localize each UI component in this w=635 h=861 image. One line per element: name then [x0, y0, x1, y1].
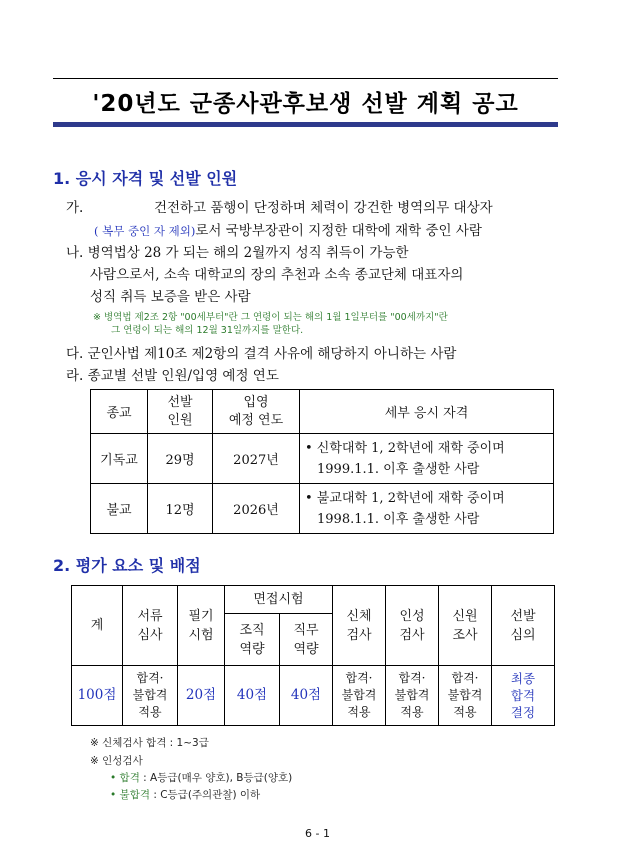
item-da: 다. 군인사법 제10조 제2항의 결격 사유에 해당하지 아니하는 사람: [66, 346, 457, 362]
t1-count: 29명: [148, 434, 213, 484]
table-row: [72, 666, 555, 726]
item-na-line2: 사람으로서, 소속 대학교의 장의 추천과 소속 종교단체 대표자의: [90, 267, 464, 283]
page-number: 6 - 1: [305, 827, 330, 840]
item-ga-exclusion: ( 복무 중인 자 제외): [94, 224, 196, 238]
t2-header-physical: 신체 검사: [333, 586, 386, 666]
t1-header-detail: 세부 응시 자격: [300, 390, 554, 434]
item-ra: 라. 종교별 선발 인원/입영 예정 연도: [66, 368, 279, 384]
item-na-line3: 성직 취득 보증을 받은 사람: [90, 289, 251, 305]
footnote-physical: ※ 신체검사 합격 : 1~3급: [90, 737, 209, 749]
item-ga-line2: [94, 219, 482, 239]
t2-header-duty: 직무 역량: [280, 614, 333, 666]
t1-religion: 기독교: [91, 434, 148, 484]
page-title: '20년도 군종사관후보생 선발 계획 공고: [92, 91, 519, 117]
t2-header-written: 필기 시험: [178, 586, 225, 666]
title-rule-bottom: [53, 122, 558, 127]
table-row: [91, 434, 554, 484]
fail-text: : C등급(주의관찰) 이하: [149, 789, 261, 801]
footnote-personality: ※ 인성검사: [90, 755, 143, 767]
t2-header-background: 신원 조사: [439, 586, 492, 666]
footnote-fail: [110, 787, 260, 802]
footnote-pass: [110, 770, 292, 785]
t1-header-count: 선발 인원: [148, 390, 213, 434]
t1-header-religion: 종교: [91, 390, 148, 434]
t2-header-org: 조직 역량: [225, 614, 280, 666]
t2-org-value: 40점: [225, 666, 280, 726]
t2-header-interview: 면접시험: [225, 586, 333, 614]
note-line2: 그 연령이 되는 해의 12월 31일까지를 말한다.: [111, 325, 304, 336]
item-na-line1: 나. 병역법상 28 가 되는 해의 2월까지 성직 취득이 가능한: [66, 245, 409, 261]
t1-header-year: 입영 예정 연도: [213, 390, 300, 434]
title-block: [53, 78, 558, 127]
t2-personality-value: 합격· 불합격 적용: [386, 666, 439, 726]
item-ga-label: 가.: [66, 200, 84, 216]
t1-detail-line2: 1999.1.1. 이후 출생한 사람: [317, 461, 480, 477]
t2-physical-value: 합격· 불합격 적용: [333, 666, 386, 726]
evaluation-table: [71, 585, 555, 726]
fail-label: 불합격: [119, 789, 150, 801]
pass-label: 합격: [119, 772, 140, 784]
t1-detail: [300, 484, 554, 534]
t1-detail-line1: • 신학대학 1, 2학년에 재학 중이며: [305, 440, 505, 456]
t2-total-value: 100점: [72, 666, 123, 726]
section2-heading: 2. 평가 요소 및 배점: [53, 556, 201, 575]
t1-count: 12명: [148, 484, 213, 534]
religion-quota-table: [90, 389, 554, 534]
table-row: [91, 484, 554, 534]
note-line1: ※ 병역법 제2조 2항 "00세부터"란 그 연령이 되는 해의 1월 1일부터를 "00세까지"란: [93, 312, 448, 323]
t1-detail: [300, 434, 554, 484]
item-ga-line2-rest: 로서 국방부장관이 지정한 대학에 재학 중인 사람: [195, 223, 482, 239]
pass-text: : A등급(매우 양호), B등급(양호): [139, 772, 293, 784]
t2-written-value: 20점: [178, 666, 225, 726]
t1-detail-line2: 1998.1.1. 이후 출생한 사람: [317, 511, 480, 527]
t2-header-doc: 서류 심사: [123, 586, 178, 666]
bullet-icon: •: [110, 772, 117, 784]
t2-header-personality: 인성 검사: [386, 586, 439, 666]
t2-header-total: 계: [72, 586, 123, 666]
t1-detail-line1: • 불교대학 1, 2학년에 재학 중이며: [305, 490, 505, 506]
t2-background-value: 합격· 불합격 적용: [439, 666, 492, 726]
item-ga-line1: 건전하고 품행이 단정하며 체력이 강건한 병역의무 대상자: [153, 200, 493, 216]
t1-religion: 불교: [91, 484, 148, 534]
t2-doc-value: 합격· 불합격 적용: [123, 666, 178, 726]
t1-year: 2027년: [213, 434, 300, 484]
bullet-icon: •: [110, 789, 117, 801]
t2-header-final: 선발 심의: [492, 586, 555, 666]
t2-final-value: 최종 합격 결정: [492, 666, 555, 726]
section1-heading: 1. 응시 자격 및 선발 인원: [53, 169, 238, 188]
item-ga: [66, 196, 493, 216]
t1-year: 2026년: [213, 484, 300, 534]
t2-duty-value: 40점: [280, 666, 333, 726]
